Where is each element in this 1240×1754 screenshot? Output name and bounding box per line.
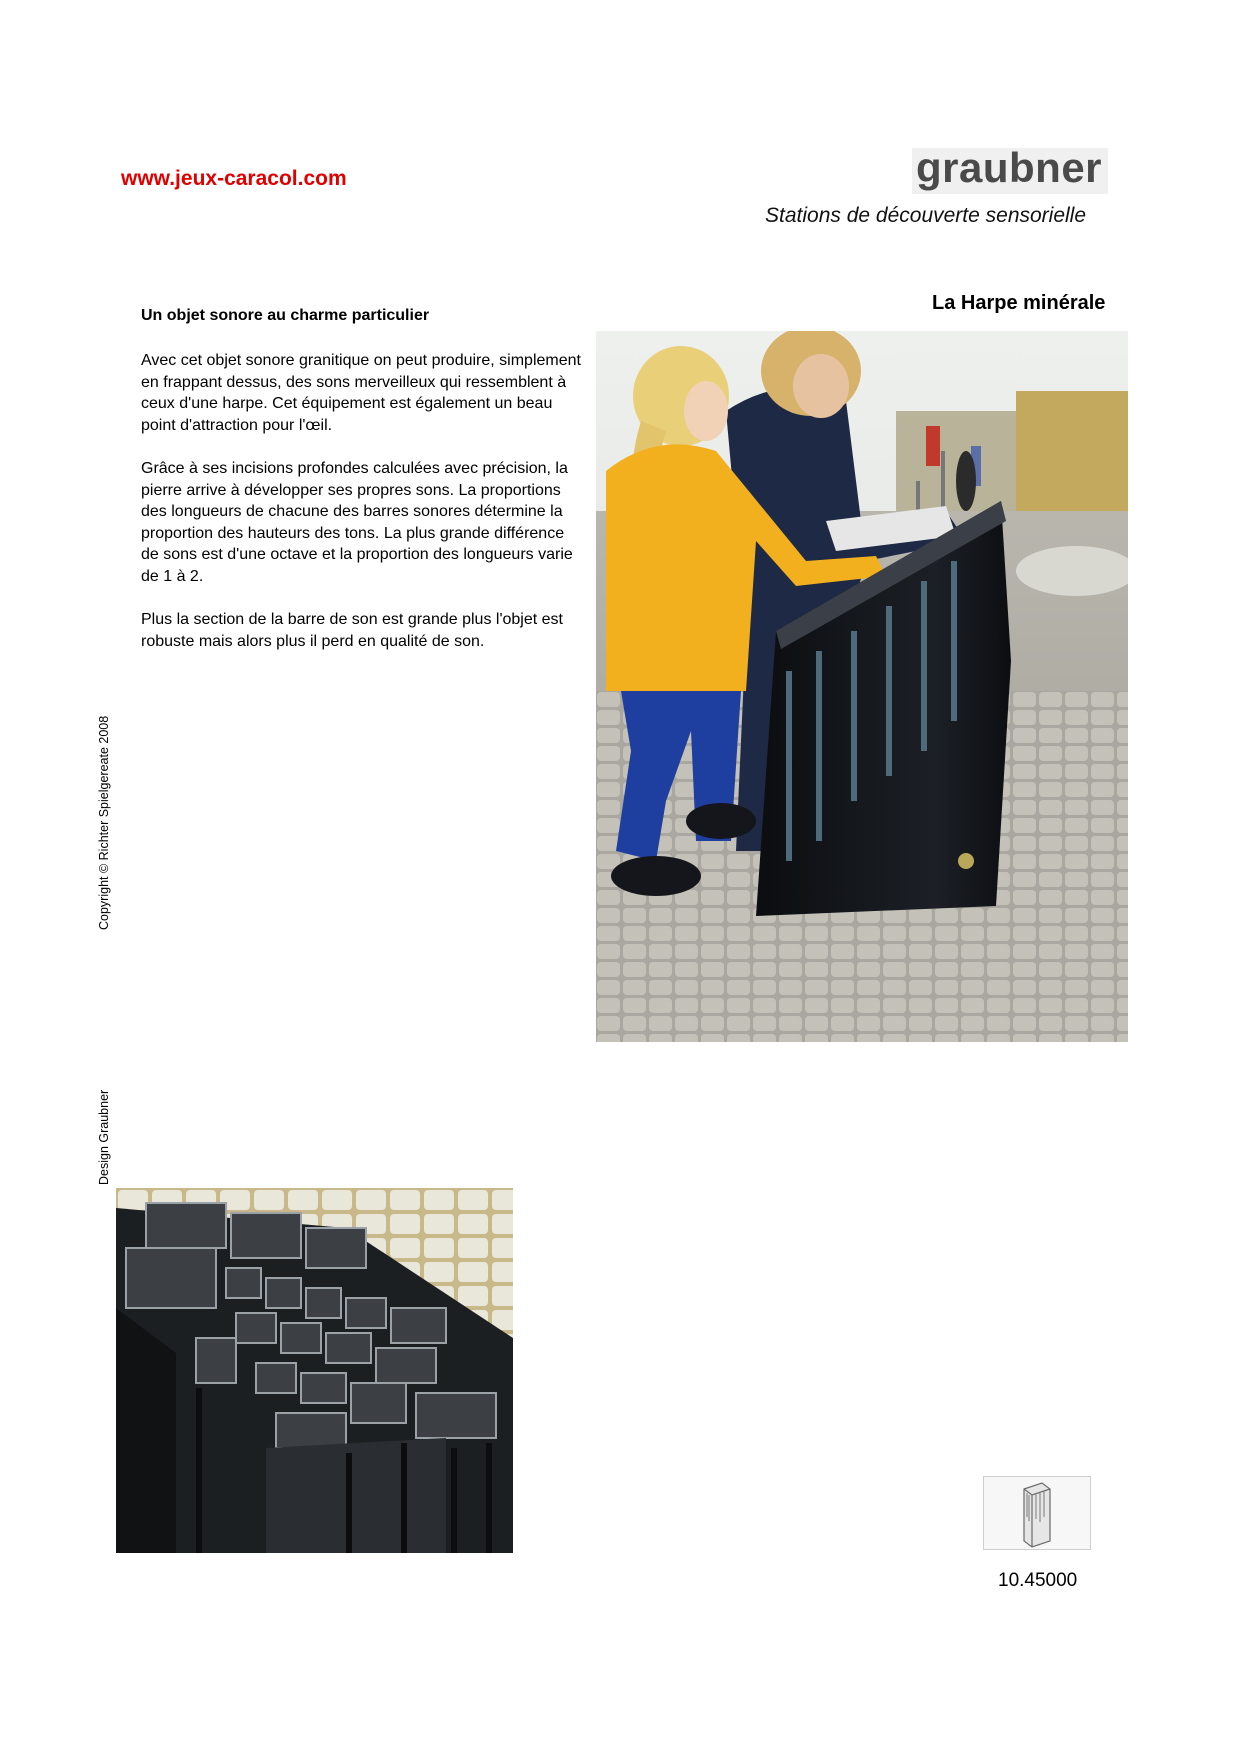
section-heading: Un objet sonore au charme particulier <box>141 307 430 324</box>
description-paragraph: Plus la section de la barre de son est grande plus l'objet est robuste mais alors plus il perd en qualité de son. <box>141 611 563 650</box>
design-credit: Design Graubner <box>97 1089 111 1185</box>
detail-photo <box>116 1188 513 1553</box>
product-title: La Harpe minérale <box>932 292 1106 314</box>
product-thumbnail <box>983 1476 1091 1550</box>
description-paragraph: Avec cet objet sonore granitique on peut produire, simplement en frappant dessus, des sons merveilleux qui ressemblent à ceux d'une harpe. Cet équipement est également un beau point d'attraction pour l'œil. <box>141 352 581 434</box>
brand-logo <box>916 144 1102 192</box>
article-number: 10.45000 <box>998 1570 1078 1591</box>
product-photo <box>596 331 1128 1042</box>
copyright-notice: Copyright © Richter Spielgereate 2008 <box>97 715 111 930</box>
description-paragraph: Grâce à ses incisions profondes calculées avec précision, la pierre arrive à développer ses propres sons. La proportions des longueurs de chacune des barres sonores détermine la proportion des hauteurs des tons. La plus grande différence de sons est d'une octave et la proportion des longueurs varie de 1 à 2. <box>141 460 573 585</box>
website-link[interactable]: www.jeux-caracol.com <box>121 167 347 190</box>
page-subtitle: Stations de découverte sensorielle <box>765 204 1087 227</box>
brand-logo-text: graubner <box>916 144 1103 191</box>
